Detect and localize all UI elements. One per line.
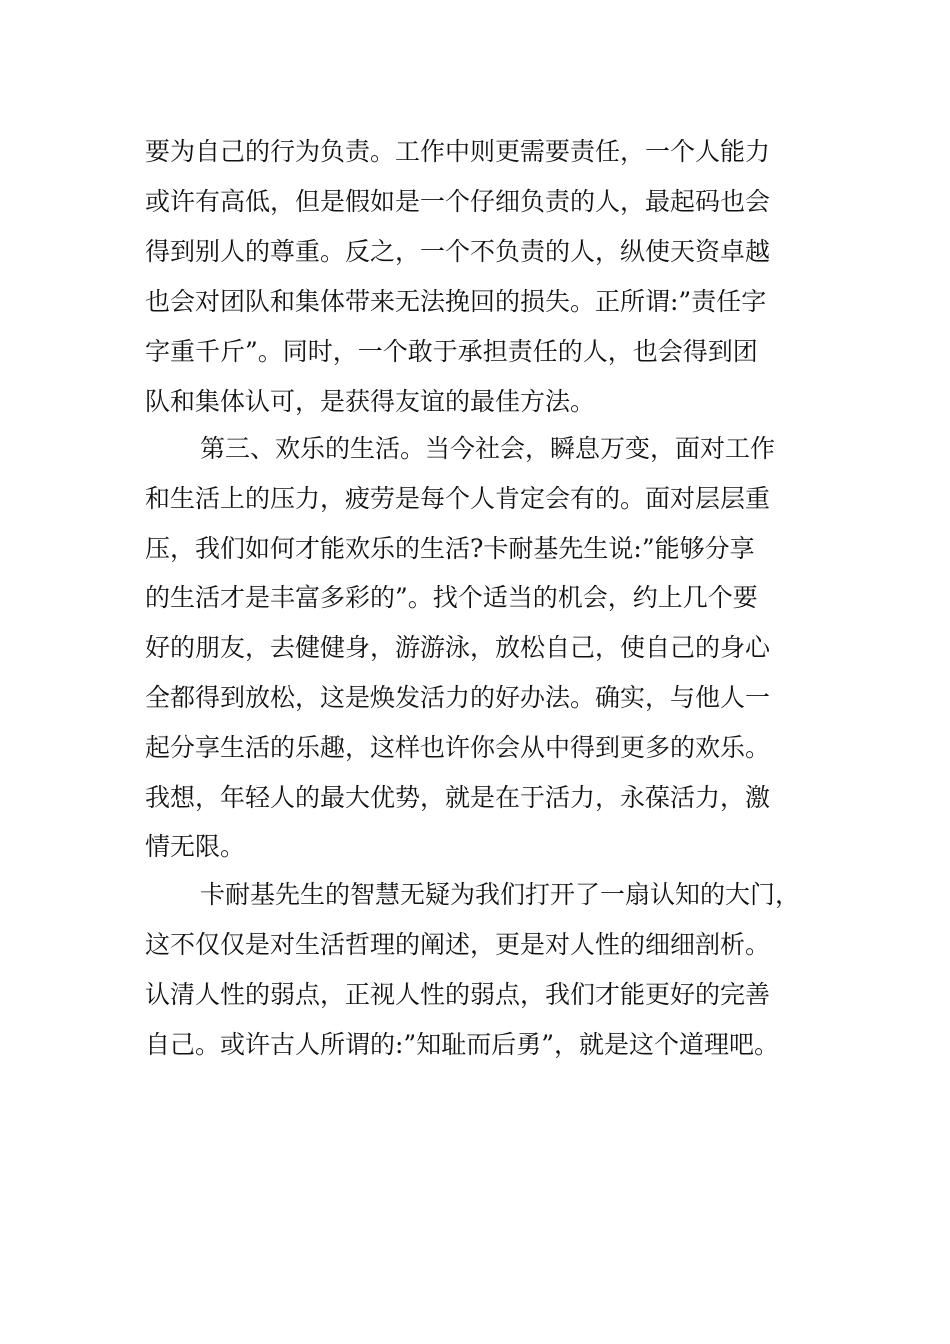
text-line: 起分享生活的乐趣，这样也许你会从中得到更多的欢乐。 <box>145 733 771 762</box>
paragraph-start-line: 卡耐基先生的智慧无疑为我们打开了一扇认知的大门， <box>200 880 801 909</box>
text-line: 这不仅仅是对生活哲理的阐述，更是对人性的细细剖析。 <box>145 930 771 959</box>
text-line: 和生活上的压力，疲劳是每个人肯定会有的。面对层层重 <box>145 484 771 513</box>
text-line: 得到别人的尊重。反之，一个不负责的人，纵使天资卓越 <box>145 237 771 266</box>
paragraph-start-line: 第三、欢乐的生活。当今社会，瞬息万变，面对工作 <box>200 434 776 463</box>
text-line: 全都得到放松，这是焕发活力的好办法。确实，与他人一 <box>145 683 771 712</box>
text-line: 字重千斤”。同时，一个敢于承担责任的人，也会得到团 <box>145 337 758 366</box>
text-line: 认清人性的弱点，正视人性的弱点，我们才能更好的完善 <box>145 980 771 1009</box>
text-line: 或许有高低，但是假如是一个仔细负责的人，最起码也会 <box>145 187 771 216</box>
text-line: 的生活才是丰富多彩的”。找个适当的机会，约上几个要 <box>145 583 758 612</box>
text-line: 要为自己的行为负责。工作中则更需要责任，一个人能力 <box>145 137 771 166</box>
text-line: 自己。或许古人所谓的:”知耻而后勇”，就是这个道理吧。 <box>145 1030 779 1059</box>
text-line: 好的朋友，去健健身，游游泳，放松自己，使自己的身心 <box>145 633 771 662</box>
text-line: 队和集体认可，是获得友谊的最佳方法。 <box>145 387 596 416</box>
text-line: 也会对团队和集体带来无法挽回的损失。正所谓:”责任字 <box>145 287 767 316</box>
text-line: 压，我们如何才能欢乐的生活?卡耐基先生说:”能够分享 <box>145 534 755 563</box>
text-line: 我想，年轻人的最大优势，就是在于活力，永葆活力，激 <box>145 783 771 812</box>
text-line: 情无限。 <box>145 832 246 861</box>
